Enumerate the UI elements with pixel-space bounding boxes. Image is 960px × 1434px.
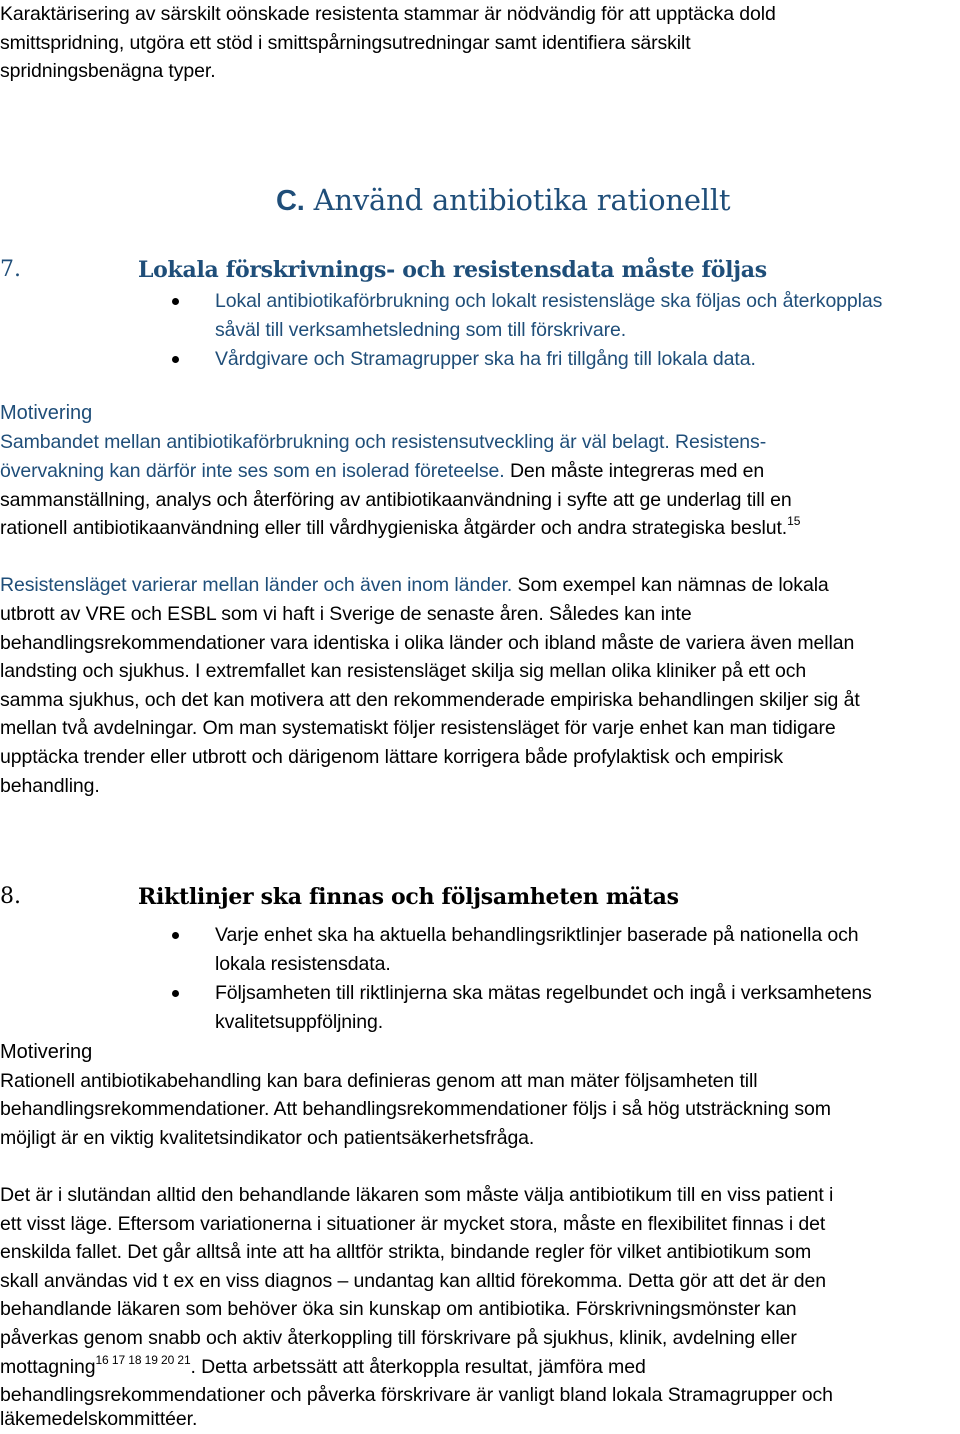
item-8-para1-line1: Rationell antibiotikabehandling kan bara definieras genom att man mäter följsamheten till: [0, 1070, 758, 1092]
section-c-prefix: C.: [276, 185, 305, 217]
text-span: utbrott av VRE och ESBL som vi haft i Sverige de senaste åren.: [0, 603, 544, 625]
text-span: Om man systematiskt följer resistensläget för varje enhet kan man tidigare: [197, 717, 836, 739]
item-8-motivering-label: Motivering: [0, 1041, 93, 1063]
item-7-bullet-2: [215, 345, 960, 374]
item-7-title: Lokala förskrivnings- och resistensdata måste följas: [138, 257, 767, 283]
item-7-para1-line1: [0, 428, 960, 457]
item-8-para2-line9: läkemedelskommittéer.: [0, 1408, 198, 1430]
intro-line-2: smittspridning, utgöra ett stöd i smittspårningsutredningar samt identifiera särskilt: [0, 31, 691, 54]
item-8-number: 8.: [0, 884, 21, 909]
item-7-para2-line6: [0, 714, 960, 743]
item-8-para2-line7: [0, 1353, 960, 1382]
item-8-title: Riktlinjer ska finnas och följsamheten mätas: [138, 884, 679, 910]
item-7-para2-line2: [0, 600, 960, 629]
text-span: . Detta arbetssätt att återkoppla resultat, jämföra med: [190, 1356, 646, 1378]
item-7-para2-line4: [0, 657, 960, 686]
text-span: Således kan inte: [543, 603, 692, 625]
text-span: övervakning kan därför inte ses som en isolerad företeelse.: [0, 460, 505, 482]
bullet-line: Varje enhet ska ha aktuella behandlingsriktlinjer baserade på nationella och: [215, 924, 859, 946]
section-c-heading: [276, 182, 730, 219]
item-7-bullet-1: [215, 287, 960, 344]
bullet-line: lokala resistensdata.: [215, 952, 391, 975]
item-7-para2-line1: [0, 571, 960, 600]
item-7-para1-line2: [0, 457, 960, 486]
text-span: Den måste integreras med en: [504, 460, 765, 482]
item-8-para1-line3: möjligt är en viktig kvalitetsindikator och patientsäkerhetsfråga.: [0, 1127, 535, 1149]
item-7-para2-line7: upptäcka trender eller utbrott och därigenom lättare korrigera både profylaktisk och empirisk: [0, 746, 784, 768]
bullet-dot: [172, 298, 179, 305]
item-8-para1-line2: [0, 1095, 960, 1124]
text-span: Resistensläget varierar mellan länder och även inom länder.: [0, 574, 513, 596]
item-8-para2-line5: behandlande läkaren som behöver öka sin kunskap om antibiotika. Förskrivningsmönster kan: [0, 1298, 797, 1320]
text-span: behandlingsrekommendationer.: [0, 1098, 270, 1120]
item-7-para1-line4: [0, 514, 960, 543]
item-8-para2-line3: enskilda fallet. Det går alltså inte att ha alltför strikta, bindande regler för vilket antibiotikum som: [0, 1241, 812, 1263]
item-8-para2-line4: skall användas vid t ex en viss diagnos – undantag kan alltid förekomma. Detta gör att det är den: [0, 1270, 827, 1292]
item-7-para2-line3: behandlingsrekommendationer vara identiska i olika länder och ibland måste de variera även mellan: [0, 632, 855, 654]
bullet-line: kvalitetsuppföljning.: [215, 1010, 384, 1033]
footnote-refs: 16 17 18 19 20 21: [95, 1353, 191, 1367]
item-8-para2-line2: ett visst läge. Eftersom variationerna i situationer är mycket stora, måste en flexibilitet finnas i det: [0, 1213, 826, 1235]
item-8-para2-line6: påverkas genom snabb och aktiv återkoppling till förskrivare på sjukhus, klinik, avdelning eller: [0, 1327, 797, 1349]
text-span: Som exempel kan nämnas de lokala: [512, 574, 829, 596]
bullet-line: Följsamheten till riktlinjerna ska mätas regelbundet och ingå i verksamhetens: [215, 982, 872, 1004]
item-8-para2-line1: Det är i slutändan alltid den behandlande läkaren som måste välja antibiotikum till en viss patient i: [0, 1184, 834, 1206]
footnote-ref: 15: [787, 514, 801, 528]
item-7-para2-line5: samma sjukhus, och det kan motivera att den rekommenderade empiriska behandlingen skiljer sig åt: [0, 689, 860, 711]
bullet-line: Vårdgivare och Stramagrupper ska ha fri tillgång till lokala data.: [215, 348, 756, 370]
text-span: Resistens-: [669, 431, 767, 453]
item-7-para1-line3: sammanställning, analys och återföring av antibiotikaanvändning i syfte att ge underlag till en: [0, 489, 792, 511]
bullet-dot: [172, 990, 179, 997]
item-7-para2-line8: behandling.: [0, 775, 100, 797]
text-span: rationell antibiotikaanvändning eller till vårdhygieniska åtgärder och andra strategiska beslut.: [0, 517, 788, 539]
intro-line-3: spridningsbenägna typer.: [0, 60, 216, 83]
intro-line-1: Karaktärisering av särskilt oönskade resistenta stammar är nödvändig för att upptäcka dold: [0, 3, 776, 25]
item-7-number: 7.: [0, 257, 21, 282]
text-span: I extremfallet kan resistensläget skilja sig mellan olika kliniker på ett och: [189, 660, 807, 682]
bullet-dot: [172, 356, 179, 363]
item-7-motivering-label: Motivering: [0, 402, 93, 424]
section-c-title: Använd antibiotika rationellt: [313, 183, 731, 217]
bullet-dot: [172, 932, 179, 939]
bullet-line: såväl till verksamhetsledning som till förskrivare.: [215, 318, 627, 341]
item-8-bullet-2: [215, 979, 960, 1036]
text-span: mellan två avdelningar.: [0, 717, 198, 739]
text-span: Sambandet mellan antibiotikaförbrukning och resistensutveckling är väl belagt.: [0, 431, 670, 453]
text-span: Att behandlingsrekommendationer följs i så hög utsträckning som: [269, 1098, 831, 1120]
item-8-para2-line8: behandlingsrekommendationer och påverka förskrivare är vanligt bland lokala Stramagrupper och: [0, 1384, 833, 1406]
bullet-line: Lokal antibiotikaförbrukning och lokalt resistensläge ska följas och återkopplas: [215, 290, 883, 312]
item-8-bullet-1: [215, 921, 960, 978]
text-span: mottagning: [0, 1356, 96, 1378]
text-span: landsting och sjukhus.: [0, 660, 190, 682]
